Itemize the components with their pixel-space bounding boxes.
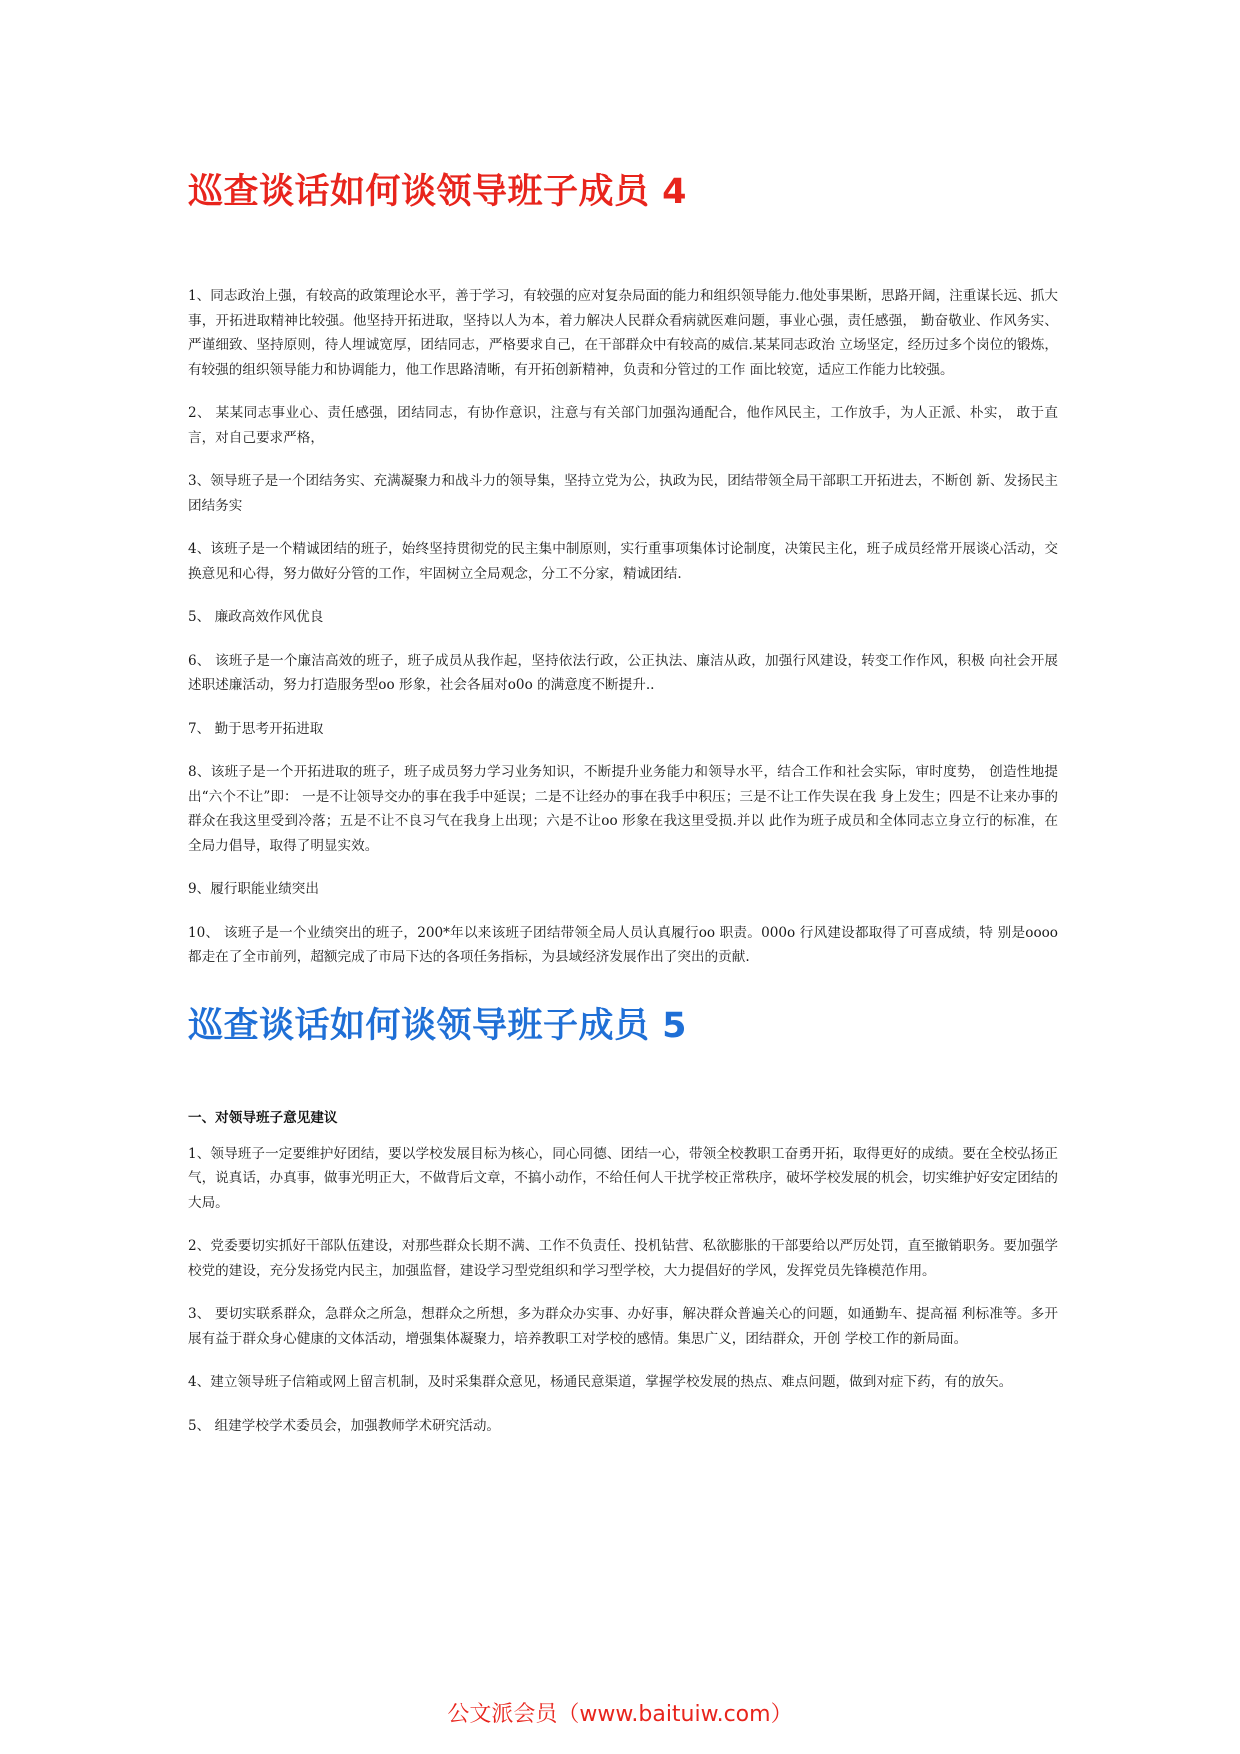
paragraph: 5、 廉政高效作风优良 bbox=[188, 609, 324, 625]
paragraph: 2、党委要切实抓好干部队伍建设，对那些群众长期不满、工作不负责任、投机钻营、私欲膨胀的干部要给以严厉处罚，直至撤销职务。要加强学校党的建设，充分发扬党内民主，加强监督，建设学习型党组织和学习型学校，大力提倡好的学风，发挥党员先锋模范作用。 bbox=[188, 1238, 1058, 1279]
section-2-body bbox=[188, 1106, 1058, 1439]
section-1-body bbox=[188, 284, 1058, 970]
paragraph: 10、 该班子是一个业绩突出的班子，200*年以来该班子团结带领全局人员认真履行oo 职责。000o 行风建设都取得了可喜成绩，特 别是oooo 都走在了全市前列，超额完成了市局下达的各项任务指标，为县域经济发展作出了突出的贡献. bbox=[188, 924, 1058, 965]
section-1-title: 巡查谈话如何谈领导班子成员 4 bbox=[188, 172, 688, 212]
paragraph: 5、 组建学校学术委员会，加强教师学术研究活动。 bbox=[188, 1417, 501, 1434]
footer-watermark-link[interactable]: 公文派会员（www.baituiw.com） bbox=[447, 1702, 793, 1727]
paragraph: 2、 某某同志事业心、责任感强，团结同志，有协作意识，注意与有关部门加强沟通配合，他作风民主，工作放手，为人正派、朴实， 敢于直言，对自己要求严格， bbox=[188, 405, 1058, 446]
paragraph: 1、同志政治上强，有较高的政策理论水平，善于学习，有较强的应对复杂局面的能力和组织领导能力.他处事果断，思路开阔，注重谋长远、抓大事，开拓进取精神比较强。他坚持开拓进取，坚持以人为本，着力解决人民群众看病就医难问题，事业心强，责任感强， 勤奋敬业、作风务实、严谨细致、坚持原则，待人埋诚宽厚，团结同志，严格要求自己，在干部群众中有较高的威信.某某同志政治 立场坚定，经历过多个岗位的锻炼，有较强的组织领导能力和协调能力，他工作思路清晰，有开拓创新精神，负责和分管过的工作 面比较宽，适应工作能力比较强。 bbox=[188, 288, 1058, 378]
section-2-title: 巡查谈话如何谈领导班子成员 5 bbox=[188, 1005, 688, 1046]
paragraph: 7、 勤于思考开拓进取 bbox=[188, 720, 324, 737]
paragraph: 8、该班子是一个开拓进取的班子，班子成员努力学习业务知识，不断提升业务能力和领导水平，结合工作和社会实际，审时度势， 创造性地提出“六个不让”即： 一是不让领导交办的事在我手中延误；二是不让经办的事在我手中积压；三是不让工作失误在我 身上发生；四是不让来办事的群众在我这里受到冷落；五是不让不良习气在我身上出现；六是不让oo 形象在我这里受损.并以 此作为班子成员和全体同志立身立行的标准，在全局力倡导，取得了明显实效。 bbox=[188, 764, 1058, 854]
paragraph: 6、 该班子是一个廉洁高效的班子，班子成员从我作起，坚持依法行政，公正执法、廉洁从政，加强行风建设，转变工作作风，积极 向社会开展述职述廉活动，努力打造服务型oo 形象，社会各届对o0o 的满意度不断提升.. bbox=[188, 652, 1058, 693]
paragraph: 3、 要切实联系群众，急群众之所急，想群众之所想，多为群众办实事、办好事，解决群众普遍关心的问题，如通勤车、提高福 利标准等。多开展有益于群众身心健康的文体活动，增强集体凝聚力，培养教职工对学校的感情。集思广义，团结群众，开创 学校工作的新局面。 bbox=[188, 1306, 1058, 1347]
paragraph: 4、该班子是一个精诚团结的班子，始终坚持贯彻党的民主集中制原则，实行重事项集体讨论制度，决策民主化，班子成员经常开展谈心活动，交换意见和心得，努力做好分管的工作，牢固树立全局观念，分工不分家，精诚团结. bbox=[188, 541, 1058, 582]
section-2-subheading: 一、对领导班子意见建议 bbox=[188, 1109, 338, 1126]
paragraph: 4、建立领导班子信箱或网上留言机制，及时采集群众意见，杨通民意渠道，掌握学校发展的热点、难点问题，做到对症下药，有的放矢。 bbox=[188, 1374, 1013, 1390]
paragraph: 1、领导班子一定要维护好团结，要以学校发展目标为核心，同心同德、团结一心，带领全校教职工奋勇开拓，取得更好的成绩。要在全校弘扬正气，说真话，办真事，做事光明正大，不做背后文章，不搞小动作，不给任何人干扰学校正常秩序，破坏学校发展的机会，切实维护好安定团结的大局。 bbox=[188, 1145, 1058, 1211]
document-content bbox=[188, 170, 1058, 1457]
paragraph: 3、领导班子是一个团结务实、充满凝聚力和战斗力的领导集，坚持立党为公，执政为民，团结带领全局干部职工开拓进去，不断创 新、发扬民主团结务实 bbox=[188, 473, 1058, 514]
paragraph: 9、履行职能业绩突出 bbox=[188, 881, 319, 897]
